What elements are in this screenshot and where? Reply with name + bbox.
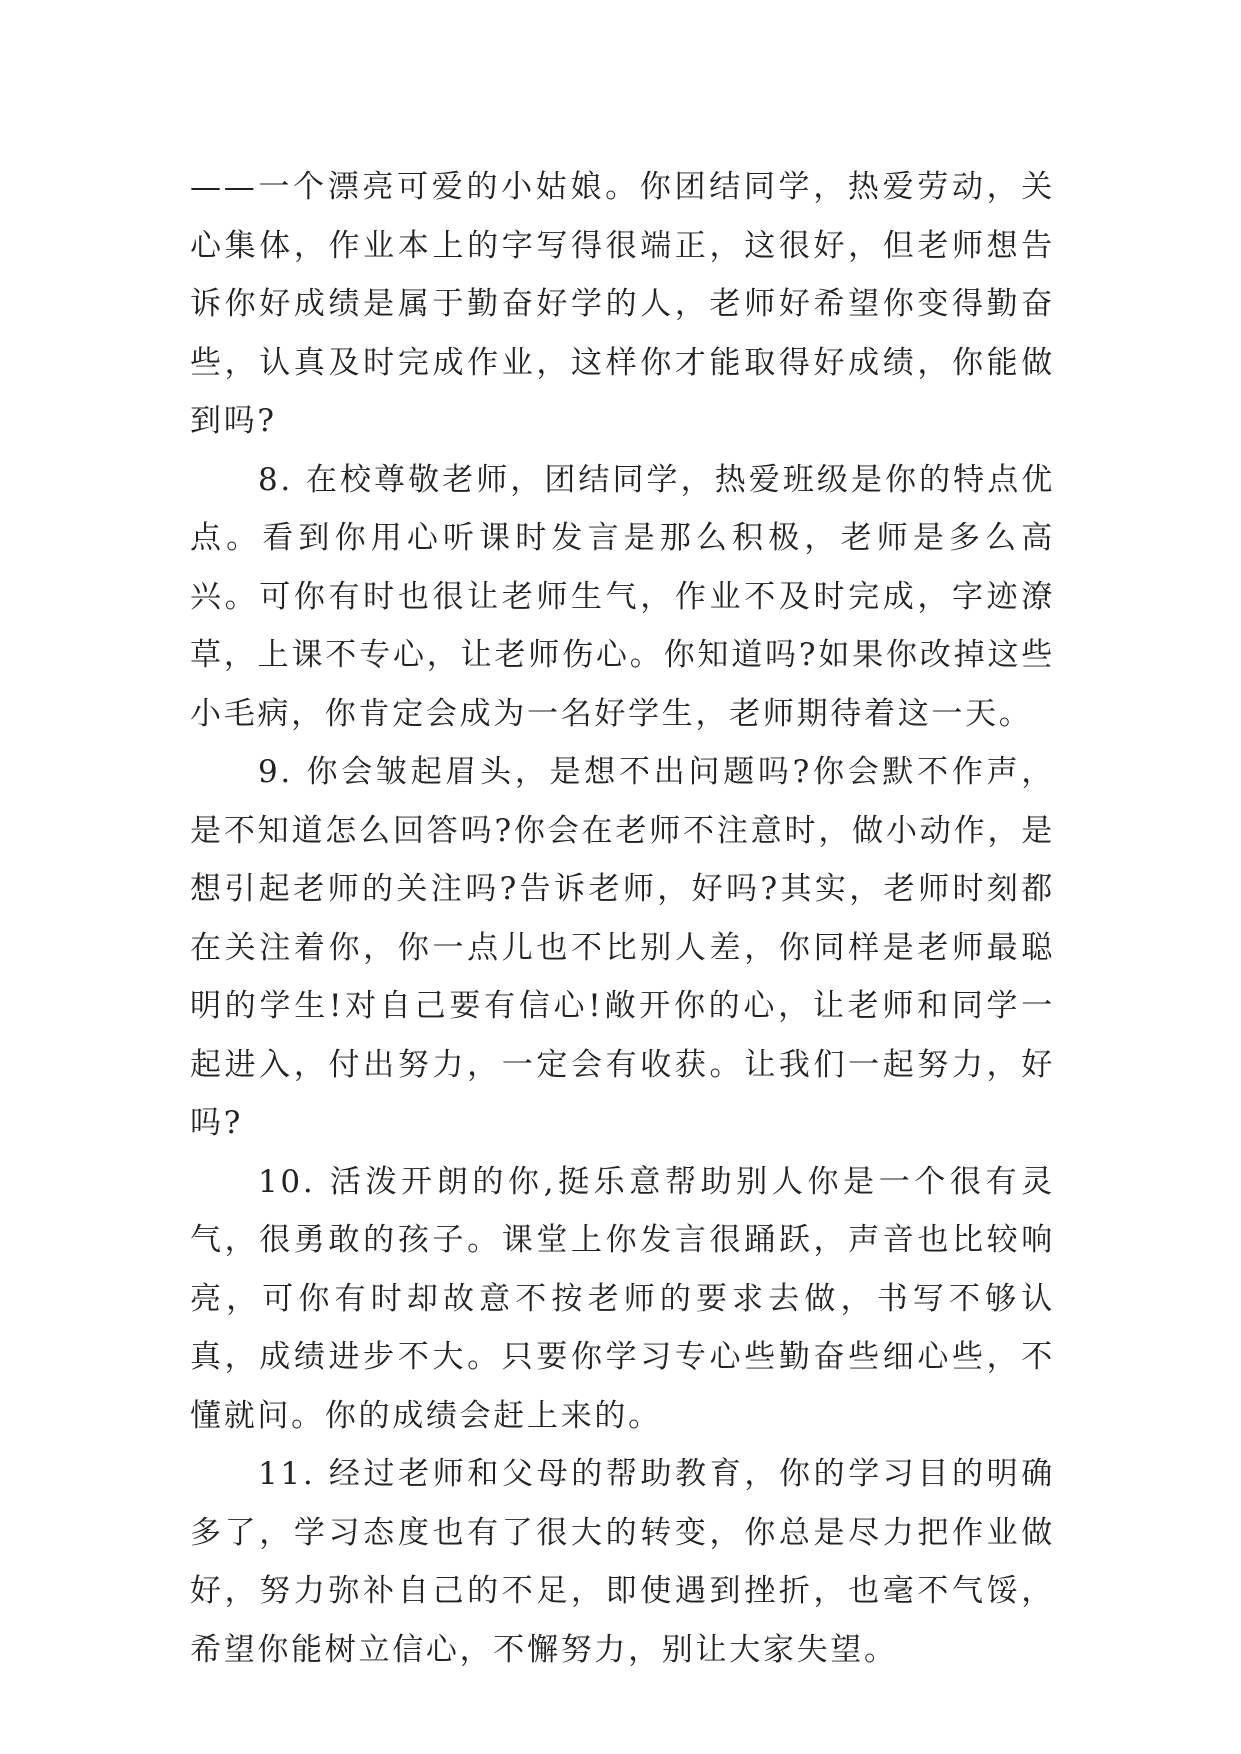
paragraph-continuation: ——一个漂亮可爱的小姑娘。你团结同学，热爱劳动，关心集体，作业本上的字写得很端正，这很好，但老师想告诉你好成绩是属于勤奋好学的人，老师好希望你变得勤奋些，认真及时完成作业，这样你才能取得好成绩，你能做到吗? [190, 169, 1055, 439]
document-body [190, 158, 1055, 1679]
paragraph-item-8: 8. 在校尊敬老师，团结同学，热爱班级是你的特点优点。看到你用心听课时发言是那么积极，老师是多么高兴。可你有时也很让老师生气，作业不及时完成，字迹潦草，上课不专心，让老师伤心。你知道吗?如果你改掉这些小毛病，你肯定会成为一名好学生，老师期待着这一天。 [190, 461, 1055, 732]
paragraph-item-9: 9. 你会皱起眉头，是想不出问题吗?你会默不作声，是不知道怎么回答吗?你会在老师不注意时，做小动作，是想引起老师的关注吗?告诉老师，好吗?其实，老师时刻都在关注着你，你一点儿也不比别人差，你同样是老师最聪明的学生!对自己要有信心!敞开你的心，让老师和同学一起进入，付出努力，一定会有收获。让我们一起努力，好吗? [190, 754, 1055, 1141]
paragraph-item-10: 10. 活泼开朗的你,挺乐意帮助别人你是一个很有灵气，很勇敢的孩子。课堂上你发言很踊跃，声音也比较响亮，可你有时却故意不按老师的要求去做，书写不够认真，成绩进步不大。只要你学习专心些勤奋些细心些，不懂就问。你的成绩会赶上来的。 [190, 1163, 1055, 1434]
paragraph-item-11: 11. 经过老师和父母的帮助教育，你的学习目的明确多了，学习态度也有了很大的转变，你总是尽力把作业做好，努力弥补自己的不足，即使遇到挫折，也毫不气馁，希望你能树立信心，不懈努力，别让大家失望。 [190, 1456, 1055, 1668]
